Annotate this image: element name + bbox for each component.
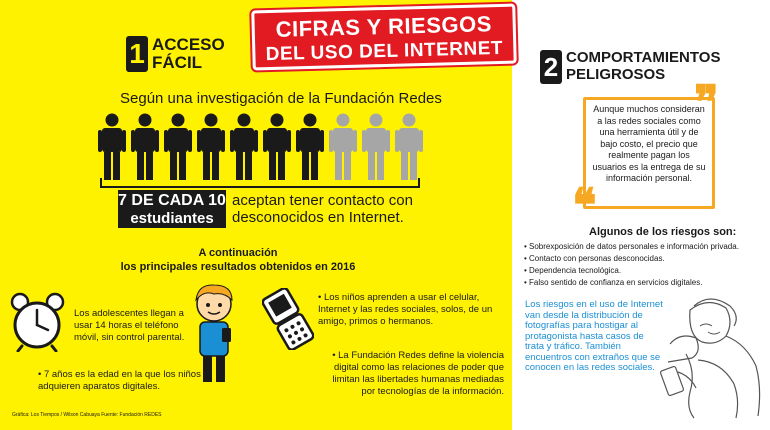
person-icon	[361, 112, 391, 182]
flip-phone-icon	[262, 288, 314, 350]
person-icon	[262, 112, 292, 182]
sad-person-with-phone-icon	[650, 292, 768, 420]
quote-close-icon: ❞	[694, 76, 719, 128]
section1-title-line2: FÁCIL	[152, 53, 203, 72]
fact-age: • 7 años es la edad en la que los niños adquieren aparatos digitales.	[38, 369, 201, 392]
section2-number: 2	[540, 50, 562, 84]
risk-item: • Sobrexposición de datos personales e información privada.	[524, 242, 739, 251]
person-icon	[196, 112, 226, 182]
person-icon	[97, 112, 127, 182]
risk-item: • Falso sentido de confianza en servicios digitales.	[524, 278, 703, 287]
risk-item: • Contacto con personas desconocidas.	[524, 254, 665, 263]
people-row	[97, 112, 427, 182]
footer-credits: Gráfica: Los Tiempos / Wilson Cabuaya Fuente: Fundación REDES	[12, 412, 162, 418]
main-title	[251, 4, 516, 71]
main-title-line2: DEL USO DEL INTERNET	[265, 37, 504, 66]
fact-mobile-hours: Los adolescentes llegan a usar 14 horas el teléfono móvil, sin control parental.	[74, 308, 185, 343]
fact-digital-violence: • La Fundación Redes define la violencia digital como las relaciones de poder que limitan las libertades humanas mediadas por tecnologías de la información.	[332, 350, 504, 397]
main-title-line1: CIFRAS Y RIESGOS	[275, 11, 493, 42]
continuation-line1: A continuación	[198, 247, 278, 259]
alarm-clock-icon	[10, 292, 65, 352]
stat-box	[118, 190, 226, 228]
risks-list	[524, 241, 764, 289]
stat-text: aceptan tener contacto con desconocidos en Internet.	[232, 192, 413, 226]
people-bracket	[100, 178, 420, 188]
person-icon	[328, 112, 358, 182]
section1-subtitle: Según una investigación de la Fundación Redes	[120, 90, 442, 107]
person-icon	[130, 112, 160, 182]
stat-subject: estudiantes	[130, 210, 214, 227]
person-icon	[163, 112, 193, 182]
person-icon	[295, 112, 325, 182]
quote-text: Aunque muchos consideran a las redes sociales como una herramienta útil y de bajo costo, el precio que realmente pagan los usuarios es la entrega de su información personal.	[592, 104, 706, 183]
person-icon	[394, 112, 424, 182]
section1-title-line1: ACCESO	[152, 35, 225, 54]
continuation-line2: los principales resultados obtenidos en 2016	[120, 261, 356, 273]
fact-learning: • Los niños aprenden a usar el celular, Internet y las redes sociales, solos, de un amigo, primos o hermanos.	[318, 292, 493, 327]
section2-title	[566, 49, 766, 83]
risks-heading: Algunos de los riesgos son:	[589, 226, 737, 238]
section1-number: 1	[126, 36, 148, 72]
stat-number: 7 DE CADA 10	[118, 192, 226, 209]
risk-item: • Dependencia tecnológica.	[524, 266, 622, 275]
section2-title-line1: COMPORTAMIENTOS	[566, 49, 721, 66]
risks-blue-text: Los riesgos en el uso de Internet van desde la distribución de fotografías para hostigar al protagonista hasta casos de trata y tráfico. También encuentros con extraños que se conocen en las redes sociales.	[525, 299, 663, 373]
section2-title-line2: PELIGROSOS	[566, 66, 666, 83]
section1-title	[152, 36, 242, 72]
continuation-heading	[118, 246, 358, 274]
quote-open-icon: ❝	[572, 179, 597, 231]
person-icon	[229, 112, 259, 182]
